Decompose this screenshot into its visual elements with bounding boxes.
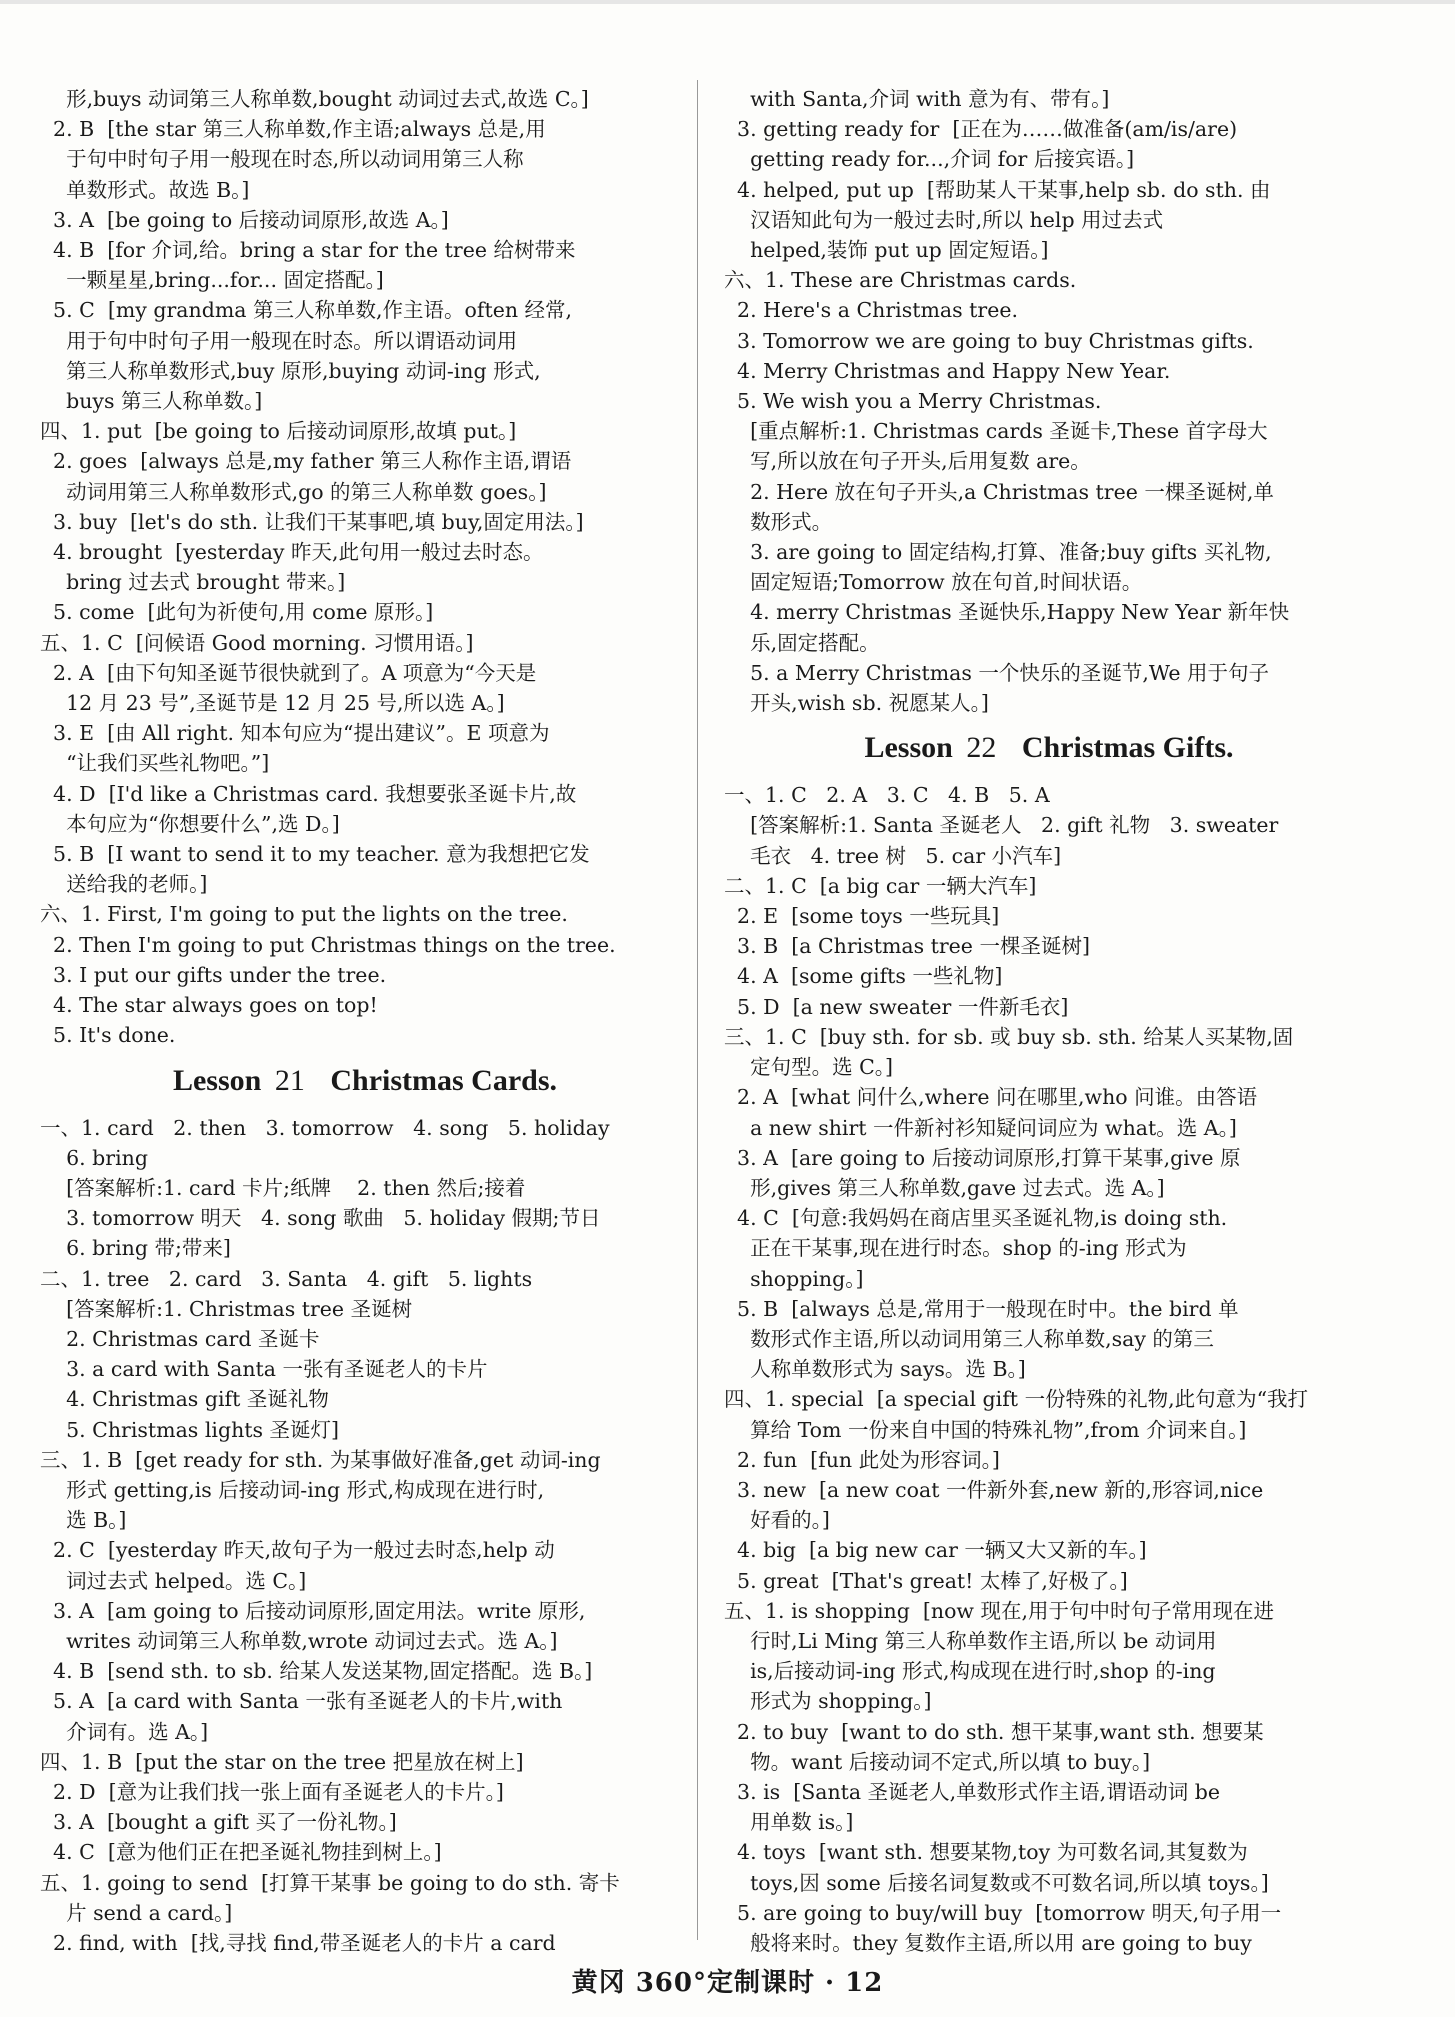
- answer-line: 2. E [some toys 一些玩具]: [724, 904, 1000, 929]
- answer-line: 3. a card with Santa 一张有圣诞老人的卡片: [40, 1357, 488, 1382]
- answer-line: 四、1. B [put the star on the tree 把星放在树上]: [40, 1749, 524, 1774]
- answer-line: 5. Christmas lights 圣诞灯]: [40, 1417, 340, 1442]
- answer-line: 4. D [I'd like a Christmas card. 我想要张圣诞卡片,故: [40, 781, 577, 806]
- answer-line: 3. A [am going to 后接动词原形,固定用法。write 原形,: [40, 1598, 586, 1623]
- answer-line: 般将来时。they 复数作主语,所以用 are going to buy: [724, 1930, 1252, 1955]
- answer-line: 5. C [my grandma 第三人称单数,作主语。often 经常,: [40, 298, 573, 323]
- answer-line: 本句应为“你想要什么”,选 D。]: [40, 811, 340, 836]
- answer-line: 3. E [由 All right. 知本句应为“提出建议”。E 项意为: [40, 721, 550, 746]
- answer-line: 乐,固定搭配。: [724, 630, 880, 655]
- answer-line: 3. tomorrow 明天 4. song 歌曲 5. holiday 假期;节日: [40, 1206, 601, 1231]
- answer-line: 4. helped, put up [帮助某人干某事,help sb. do sth. 由: [724, 177, 1271, 202]
- lesson-21-answers: [40, 1113, 690, 1959]
- lesson-21-heading: [40, 1055, 690, 1107]
- answer-line: 三、1. C [buy sth. for sb. 或 buy sb. sth. 给某人买某物,固: [724, 1024, 1294, 1049]
- answer-line: 5. D [a new sweater 一件新毛衣]: [724, 994, 1069, 1019]
- top-edge: [0, 0, 1455, 4]
- answer-line: 行时,Li Ming 第三人称单数作主语,所以 be 动词用: [724, 1628, 1217, 1653]
- answer-line: 物。want 后接动词不定式,所以填 to buy。]: [724, 1749, 1151, 1774]
- left-answers-continued: [40, 84, 690, 1051]
- answer-line: 4. toys [want sth. 想要某物,toy 为可数名词,其复数为: [724, 1840, 1248, 1865]
- answer-line: 6. bring 带;带来]: [40, 1236, 231, 1261]
- answer-line: 好看的。]: [724, 1508, 830, 1533]
- answer-line: 5. great [That's great! 太棒了,好极了。]: [724, 1568, 1128, 1593]
- answer-line: [答案解析:1. Santa 圣诞老人 2. gift 礼物 3. sweater: [724, 813, 1279, 838]
- answer-line: 单数形式。故选 B。]: [40, 177, 250, 202]
- answer-line: 2. B [the star 第三人称单数,作主语;always 总是,用: [40, 117, 546, 142]
- answer-line: [答案解析:1. card 卡片;纸牌 2. then 然后;接着: [40, 1175, 526, 1200]
- answer-line: 4. B [for 介词,给。bring a star for the tree 给树带来: [40, 238, 576, 263]
- answer-line: 3. is [Santa 圣诞老人,单数形式作主语,谓语动词 be: [724, 1779, 1220, 1804]
- answer-line: 5. are going to buy/will buy [tomorrow 明天,句子用一: [724, 1900, 1282, 1925]
- answer-line: 2. Here 放在句子开头,a Christmas tree 一棵圣诞树,单: [724, 479, 1274, 504]
- answer-line: 送给我的老师。]: [40, 872, 208, 897]
- answer-line: 用单数 is。]: [724, 1810, 854, 1835]
- answer-line: 5. It's done.: [40, 1023, 176, 1048]
- answer-line: 2. D [意为让我们找一张上面有圣诞老人的卡片。]: [40, 1779, 504, 1804]
- answer-line: 2. to buy [want to do sth. 想干某事,want sth. 想要某: [724, 1719, 1264, 1744]
- answer-line: 2. Then I'm going to put Christmas things on the tree.: [40, 932, 616, 957]
- answer-line: helped,装饰 put up 固定短语。]: [724, 238, 1049, 263]
- answer-line: is,后接动词-ing 形式,构成现在进行时,shop 的-ing: [724, 1659, 1216, 1684]
- answer-line: 5. B [always 总是,常用于一般现在时中。the bird 单: [724, 1296, 1239, 1321]
- lesson-title: Christmas Gifts.: [1021, 731, 1234, 765]
- answer-line: 2. goes [always 总是,my father 第三人称作主语,谓语: [40, 449, 572, 474]
- answer-line: 4. Merry Christmas and Happy New Year.: [724, 358, 1171, 383]
- answer-line: 固定短语;Tomorrow 放在句首,时间状语。: [724, 570, 1143, 595]
- answer-line: 5. a Merry Christmas 一个快乐的圣诞节,We 用于句子: [724, 660, 1269, 685]
- answer-line: 毛衣 4. tree 树 5. car 小汽车]: [724, 843, 1062, 868]
- answer-line: bring 过去式 brought 带来。]: [40, 570, 346, 595]
- page-footer: 黄冈 360°定制课时 · 12: [571, 1968, 884, 1998]
- answer-line: writes 动词第三人称单数,wrote 动词过去式。选 A。]: [40, 1628, 558, 1653]
- answer-line: 4. C [意为他们正在把圣诞礼物挂到树上。]: [40, 1840, 442, 1865]
- answer-line: 4. C [句意:我妈妈在商店里买圣诞礼物,is doing sth.: [724, 1206, 1228, 1231]
- answer-line: 五、1. C [问候语 Good morning. 习惯用语。]: [40, 630, 474, 655]
- answer-line: 数形式作主语,所以动词用第三人称单数,say 的第三: [724, 1326, 1214, 1351]
- answer-line: 5. B [I want to send it to my teacher. 意为我想把它发: [40, 842, 590, 867]
- answer-line: 5. come [此句为祈使句,用 come 原形。]: [40, 600, 434, 625]
- answer-line: 2. Christmas card 圣诞卡: [40, 1326, 320, 1351]
- answer-line: 二、1. C [a big car 一辆大汽车]: [724, 873, 1037, 898]
- answer-line: 3. B [a Christmas tree 一棵圣诞树]: [724, 934, 1090, 959]
- answer-line: 写,所以放在句子开头,后用复数 are。: [724, 449, 1091, 474]
- answer-line: 算给 Tom 一份来自中国的特殊礼物”,from 介词来自。]: [724, 1417, 1247, 1442]
- answer-line: 4. brought [yesterday 昨天,此句用一般过去时态。: [40, 540, 544, 565]
- column-divider: [697, 80, 698, 1940]
- answer-line: 正在干某事,现在进行时态。shop 的-ing 形式为: [724, 1236, 1187, 1261]
- answer-line: 四、1. put [be going to 后接动词原形,故填 put。]: [40, 419, 517, 444]
- answer-line: 形式 getting,is 后接动词-ing 形式,构成现在进行时,: [40, 1477, 545, 1502]
- answer-line: 4. merry Christmas 圣诞快乐,Happy New Year 新年快: [724, 600, 1290, 625]
- answer-line: 用于句中时句子用一般现在时态。所以谓语动词用: [40, 328, 518, 353]
- answer-line: 二、1. tree 2. card 3. Santa 4. gift 5. lights: [40, 1266, 533, 1291]
- answer-line: getting ready for...,介词 for 后接宾语。]: [724, 147, 1135, 172]
- answer-line: 4. big [a big new car 一辆又大又新的车。]: [724, 1538, 1147, 1563]
- lesson-title: Christmas Cards.: [330, 1063, 558, 1097]
- answer-line: 3. A [are going to 后接动词原形,打算干某事,give 原: [724, 1145, 1241, 1170]
- right-column: [724, 84, 1374, 1958]
- answer-line: 人称单数形式为 says。选 B。]: [724, 1357, 1026, 1382]
- answer-line: 6. bring: [40, 1145, 148, 1170]
- answer-line: 3. Tomorrow we are going to buy Christmas gifts.: [724, 328, 1254, 353]
- answer-line: 3. getting ready for [正在为……做准备(am/is/are): [724, 117, 1238, 142]
- answer-line: 五、1. going to send [打算干某事 be going to do sth. 寄卡: [40, 1870, 620, 1895]
- answer-line: 3. A [bought a gift 买了一份礼物。]: [40, 1810, 397, 1835]
- answer-line: 选 B。]: [40, 1508, 127, 1533]
- lesson-label: Lesson: [172, 1063, 262, 1097]
- answer-line: 一、1. C 2. A 3. C 4. B 5. A: [724, 783, 1050, 808]
- lesson-22-answers: [724, 780, 1374, 1958]
- answer-line: 六、1. First, I'm going to put the lights on the tree.: [40, 902, 568, 927]
- answer-line: shopping。]: [724, 1266, 864, 1291]
- answer-line: buys 第三人称单数。]: [40, 389, 263, 414]
- answer-line: 动词用第三人称单数形式,go 的第三人称单数 goes。]: [40, 479, 547, 504]
- answer-line: 定句型。选 C。]: [724, 1055, 894, 1080]
- answer-line: 2. find, with [找,寻找 find,带圣诞老人的卡片 a card: [40, 1930, 556, 1955]
- answer-line: 3. are going to 固定结构,打算、准备;buy gifts 买礼物,: [724, 540, 1272, 565]
- answer-line: 3. buy [let's do sth. 让我们干某事吧,填 buy,固定用法。]: [40, 509, 584, 534]
- lesson-number: 21: [274, 1063, 305, 1097]
- answer-line: 五、1. is shopping [now 现在,用于句中时句子常用现在进: [724, 1598, 1275, 1623]
- answer-line: 三、1. B [get ready for sth. 为某事做好准备,get 动词-ing: [40, 1447, 601, 1472]
- lesson-label: Lesson: [864, 731, 953, 765]
- right-answers-continued: [724, 84, 1374, 718]
- answer-line: 开头,wish sb. 祝愿某人。]: [724, 691, 989, 716]
- answer-line: 4. Christmas gift 圣诞礼物: [40, 1387, 329, 1412]
- answer-line: 介词有。选 A。]: [40, 1719, 209, 1744]
- answer-line: 5. A [a card with Santa 一张有圣诞老人的卡片,with: [40, 1689, 563, 1714]
- answer-line: 3. I put our gifts under the tree.: [40, 962, 387, 987]
- answer-line: 四、1. special [a special gift 一份特殊的礼物,此句意为“我打: [724, 1387, 1309, 1412]
- answer-line: 词过去式 helped。选 C。]: [40, 1568, 307, 1593]
- answer-line: 5. We wish you a Merry Christmas.: [724, 389, 1102, 414]
- answer-line: 第三人称单数形式,buy 原形,buying 动词-ing 形式,: [40, 358, 541, 383]
- answer-line: 片 send a card。]: [40, 1900, 233, 1925]
- answer-line: 4. A [some gifts 一些礼物]: [724, 964, 1003, 989]
- answer-line: 12 月 23 号”,圣诞节是 12 月 25 号,所以选 A。]: [40, 691, 505, 716]
- answer-line: 于句中时句子用一般现在时态,所以动词用第三人称: [40, 147, 524, 172]
- answer-line: 3. A [be going to 后接动词原形,故选 A。]: [40, 207, 449, 232]
- answer-line: [答案解析:1. Christmas tree 圣诞树: [40, 1296, 413, 1321]
- left-column: [40, 84, 690, 1958]
- answer-line: with Santa,介词 with 意为有、带有。]: [724, 87, 1110, 111]
- answer-line: 2. C [yesterday 昨天,故句子为一般过去时态,help 动: [40, 1538, 555, 1563]
- lesson-22-heading: [724, 722, 1374, 774]
- lesson-number: 22: [966, 731, 997, 765]
- answer-line: 2. A [由下句知圣诞节很快就到了。A 项意为“今天是: [40, 660, 537, 685]
- answer-line: [重点解析:1. Christmas cards 圣诞卡,These 首字母大: [724, 419, 1268, 444]
- answer-line: 2. Here's a Christmas tree.: [724, 298, 1018, 323]
- answer-line: a new shirt 一件新衬衫知疑问词应为 what。选 A。]: [724, 1115, 1237, 1140]
- answer-line: 一颗星星,bring...for... 固定搭配。]: [40, 268, 384, 293]
- answer-line: 4. The star always goes on top!: [40, 993, 378, 1018]
- answer-line: 4. B [send sth. to sb. 给某人发送某物,固定搭配。选 B。]: [40, 1659, 593, 1684]
- answer-line: 形式为 shopping。]: [724, 1689, 932, 1714]
- answer-line: 汉语知此句为一般过去时,所以 help 用过去式: [724, 207, 1164, 232]
- answer-line: 一、1. card 2. then 3. tomorrow 4. song 5. holiday: [40, 1115, 610, 1140]
- answer-line: 2. fun [fun 此处为形容词。]: [724, 1447, 1000, 1472]
- answer-line: 形,gives 第三人称单数,gave 过去式。选 A。]: [724, 1175, 1165, 1200]
- answer-line: 2. A [what 问什么,where 问在哪里,who 问谁。由答语: [724, 1085, 1258, 1110]
- answer-line: 数形式。: [724, 509, 833, 534]
- answer-line: 六、1. These are Christmas cards.: [724, 268, 1077, 293]
- answer-line: “让我们买些礼物吧。”]: [40, 751, 270, 776]
- answer-line: 形,buys 动词第三人称单数,bought 动词过去式,故选 C。]: [40, 87, 589, 111]
- answer-line: toys,因 some 后接名词复数或不可数名词,所以填 toys。]: [724, 1870, 1269, 1895]
- answer-line: 3. new [a new coat 一件新外套,new 新的,形容词,nice: [724, 1477, 1264, 1502]
